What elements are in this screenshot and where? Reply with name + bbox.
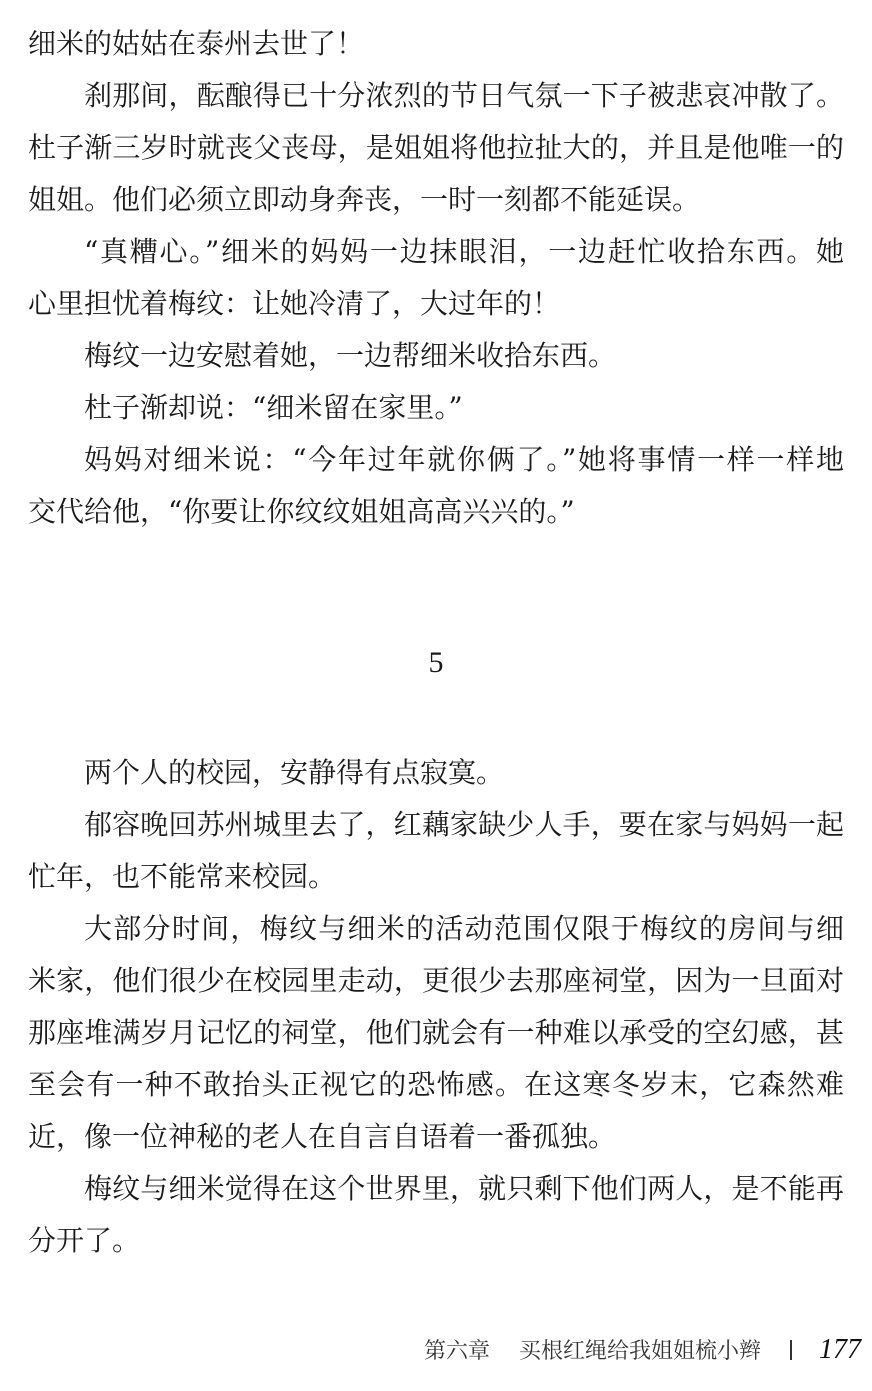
paragraph <box>28 434 844 538</box>
footer-chapter-label: 第六章 <box>424 1339 491 1364</box>
section-number-heading: 5 <box>428 646 444 679</box>
page-number: 177 <box>819 1334 862 1365</box>
text-line: 妈妈对细米说：“今年过年就你俩了。”她将事情一样一样地 <box>84 443 844 476</box>
body-text-before-section <box>28 18 844 538</box>
paragraph <box>28 747 844 799</box>
text-line: 至会有一种不敢抬头正视它的恐怖感。在这寒冬岁末，它森然难 <box>28 1068 844 1101</box>
text-line: 那座堆满岁月记忆的祠堂，他们就会有一种难以承受的空幻感，甚 <box>28 1016 844 1049</box>
text-line: 细米的姑姑在泰州去世了！ <box>28 27 365 60</box>
text-line: 梅纹一边安慰着她，一边帮细米收拾东西。 <box>84 339 617 372</box>
paragraph <box>28 70 844 226</box>
text-line: 大部分时间，梅纹与细米的活动范围仅限于梅纹的房间与细 <box>84 912 844 945</box>
text-line: 忙年，也不能常来校园。 <box>28 860 337 893</box>
text-line: 心里担忧着梅纹：让她冷清了，大过年的！ <box>28 287 561 320</box>
text-line: 两个人的校园，安静得有点寂寞。 <box>84 756 505 789</box>
paragraph <box>28 382 844 434</box>
text-line: 梅纹与细米觉得在这个世界里，就只剩下他们两人，是不能再 <box>84 1172 844 1205</box>
text-line: 交代给他，“你要让你纹纹姐姐高高兴兴的。” <box>28 495 575 528</box>
paragraph <box>28 18 844 70</box>
paragraph <box>28 799 844 903</box>
text-line: 米家，他们很少在校园里走动，更很少去那座祠堂，因为一旦面对 <box>28 964 844 997</box>
text-line: 杜子渐三岁时就丧父丧母，是姐姐将他拉扯大的，并且是他唯一的 <box>28 131 844 164</box>
text-line: 分开了。 <box>28 1224 141 1257</box>
body-text-section-5 <box>28 747 844 1267</box>
text-line: 杜子渐却说：“细米留在家里。” <box>84 391 463 424</box>
text-line: 近，像一位神秘的老人在自言自语着一番孤独。 <box>28 1120 617 1153</box>
text-line: 刹那间，酝酿得已十分浓烈的节日气氛一下子被悲哀冲散了。 <box>84 79 844 112</box>
footer-divider <box>790 1340 792 1360</box>
paragraph <box>28 330 844 382</box>
footer-chapter-title: 买根红绳给我姐姐梳小辫 <box>519 1339 762 1364</box>
page-footer <box>424 1330 861 1370</box>
paragraph <box>28 226 844 330</box>
paragraph <box>28 903 844 1163</box>
text-line: “真糟心。”细米的妈妈一边抹眼泪，一边赶忙收拾东西。她 <box>84 235 844 268</box>
text-line: 姐姐。他们必须立即动身奔丧，一时一刻都不能延误。 <box>28 183 701 216</box>
text-line: 郁容晚回苏州城里去了，红藕家缺少人手，要在家与妈妈一起 <box>84 808 844 841</box>
paragraph <box>28 1163 844 1267</box>
